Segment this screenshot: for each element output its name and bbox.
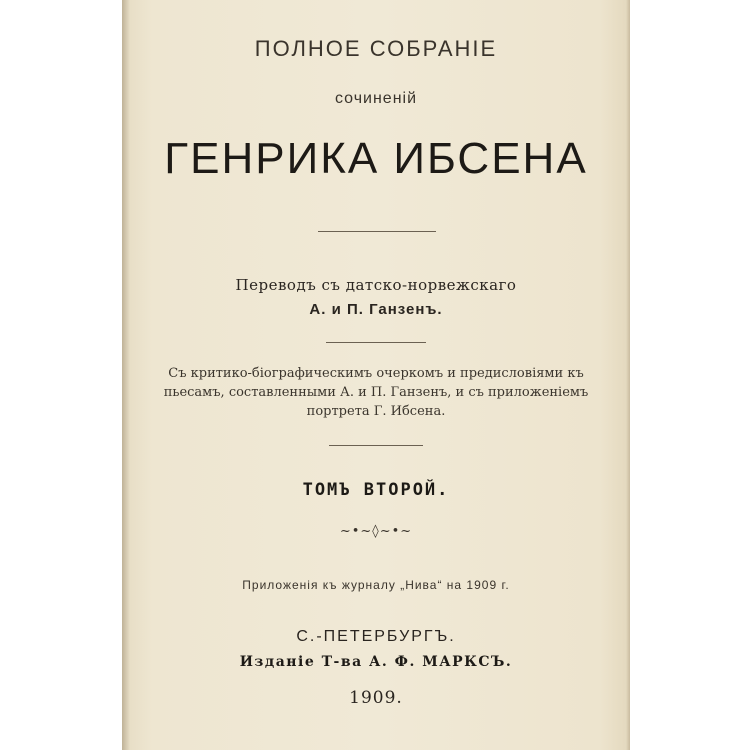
divider-rule	[318, 231, 436, 232]
title-page	[122, 0, 630, 750]
author-name: ГЕНРИКА ИБСЕНА	[164, 134, 588, 183]
supplement-line: Приложенія къ журналу „Нива“ на 1909 г.	[242, 578, 510, 592]
note-line: Съ критико-біографическимъ очеркомъ и предисловіями къ	[168, 366, 584, 381]
note-line: пьесамъ, составленными А. и П. Ганзенъ, и съ приложеніемъ	[163, 385, 589, 400]
year-line: 1909.	[349, 688, 403, 708]
collection-title: ПОЛНОЕ СОБРАНІЕ	[254, 36, 498, 61]
volume-heading: ТОМЪ ВТОРОЙ.	[302, 480, 450, 500]
translation-line: Переводъ съ датско-норвежскаго	[235, 276, 517, 294]
city-line: С.-ПЕТЕРБУРГЪ.	[296, 628, 456, 645]
divider-rule	[329, 445, 423, 446]
works-subtitle: сочиненій	[334, 90, 418, 107]
translators-line: А. и П. Ганзенъ.	[309, 301, 443, 318]
divider-rule	[326, 342, 426, 343]
publisher-line: Изданіе Т-ва А. Ф. МАРКСЪ.	[239, 654, 513, 670]
biography-note	[122, 364, 630, 421]
note-line: портрета Г. Ибсена.	[306, 404, 446, 419]
ornament-divider: ~•~◊~•~	[339, 524, 413, 539]
